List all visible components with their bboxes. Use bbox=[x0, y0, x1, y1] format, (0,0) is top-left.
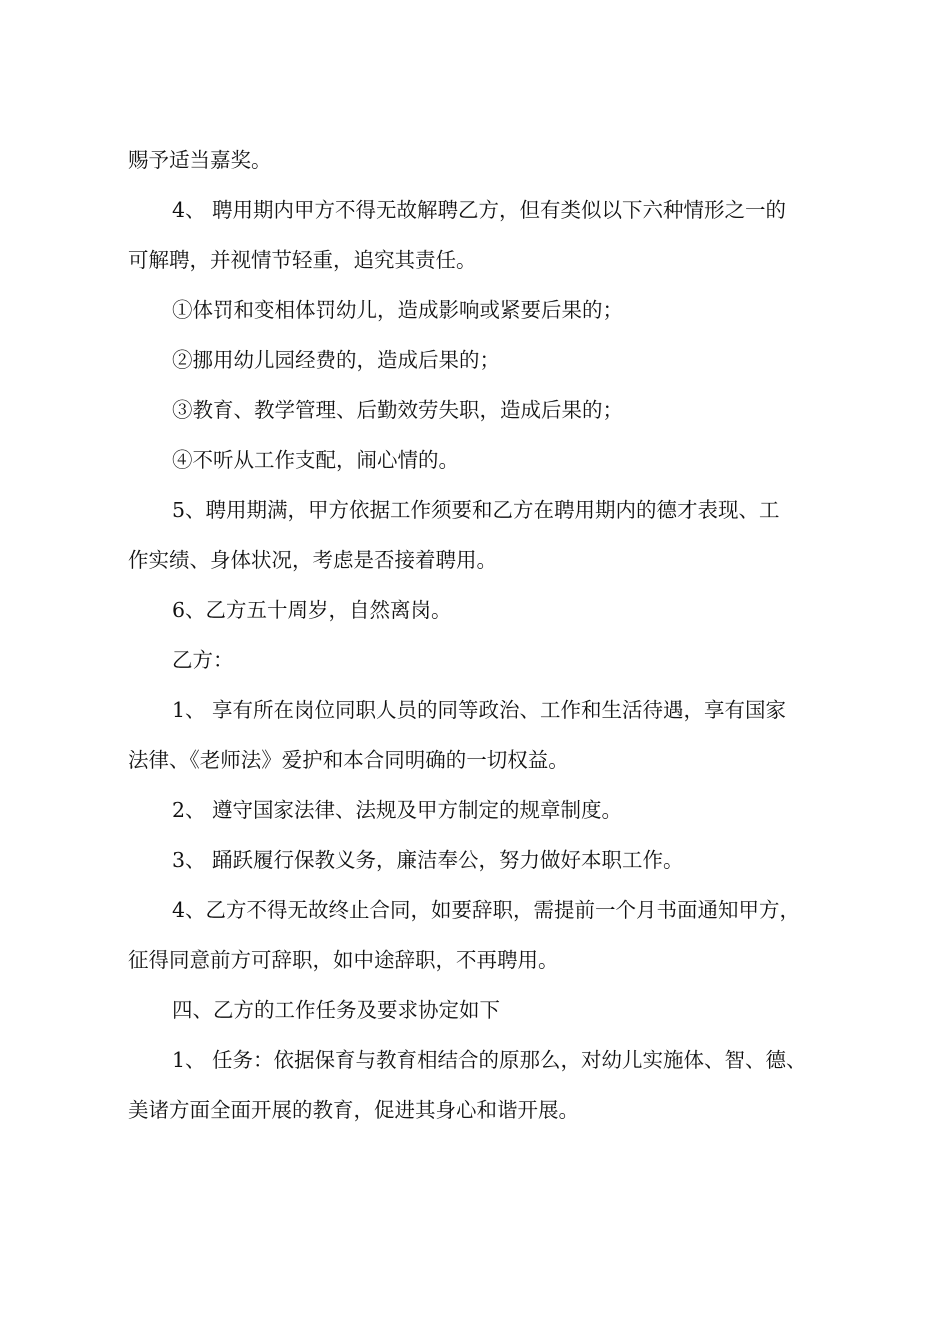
text-line: 1、 任务：依据保育与教育相结合的原那么，对幼儿实施体、智、德、 bbox=[172, 1048, 807, 1072]
text-line: 征得同意前方可辞职，如中途辞职，不再聘用。 bbox=[128, 948, 559, 972]
text-line: 3、 踊跃履行保教义务，廉洁奉公，努力做好本职工作。 bbox=[172, 848, 684, 872]
document-body bbox=[128, 148, 838, 1123]
text-line: 作实绩、身体状况，考虑是否接着聘用。 bbox=[128, 548, 497, 572]
text-line: 4、乙方不得无故终止合同，如要辞职，需提前一个月书面通知甲方， bbox=[172, 898, 801, 922]
text-line: 可解聘，并视情节轻重，追究其责任。 bbox=[128, 248, 477, 272]
text-line: 2、 遵守国家法律、法规及甲方制定的规章制度。 bbox=[172, 798, 623, 822]
text-line: 美诸方面全面开展的教育，促进其身心和谐开展。 bbox=[128, 1098, 579, 1122]
text-line: 5、聘用期满，甲方依据工作须要和乙方在聘用期内的德才表现、工 bbox=[172, 498, 780, 522]
text-line: ④不听从工作支配，闹心情的。 bbox=[172, 448, 459, 472]
text-line: 四、乙方的工作任务及要求协定如下 bbox=[172, 998, 500, 1022]
text-line: 乙方： bbox=[172, 648, 234, 672]
text-line: ②挪用幼儿园经费的，造成后果的； bbox=[172, 348, 500, 372]
text-line: 6、乙方五十周岁，自然离岗。 bbox=[172, 598, 452, 622]
text-line: 4、 聘用期内甲方不得无故解聘乙方，但有类似以下六种情形之一的 bbox=[172, 198, 787, 222]
text-line: 法律、《老师法》爱护和本合同明确的一切权益。 bbox=[128, 748, 569, 772]
text-line: 1、 享有所在岗位同职人员的同等政治、工作和生活待遇，享有国家 bbox=[172, 698, 787, 722]
text-line: 赐予适当嘉奖。 bbox=[128, 148, 272, 172]
text-line: ③教育、教学管理、后勤效劳失职，造成后果的； bbox=[172, 398, 623, 422]
text-line: ①体罚和变相体罚幼儿，造成影响或紧要后果的； bbox=[172, 298, 623, 322]
